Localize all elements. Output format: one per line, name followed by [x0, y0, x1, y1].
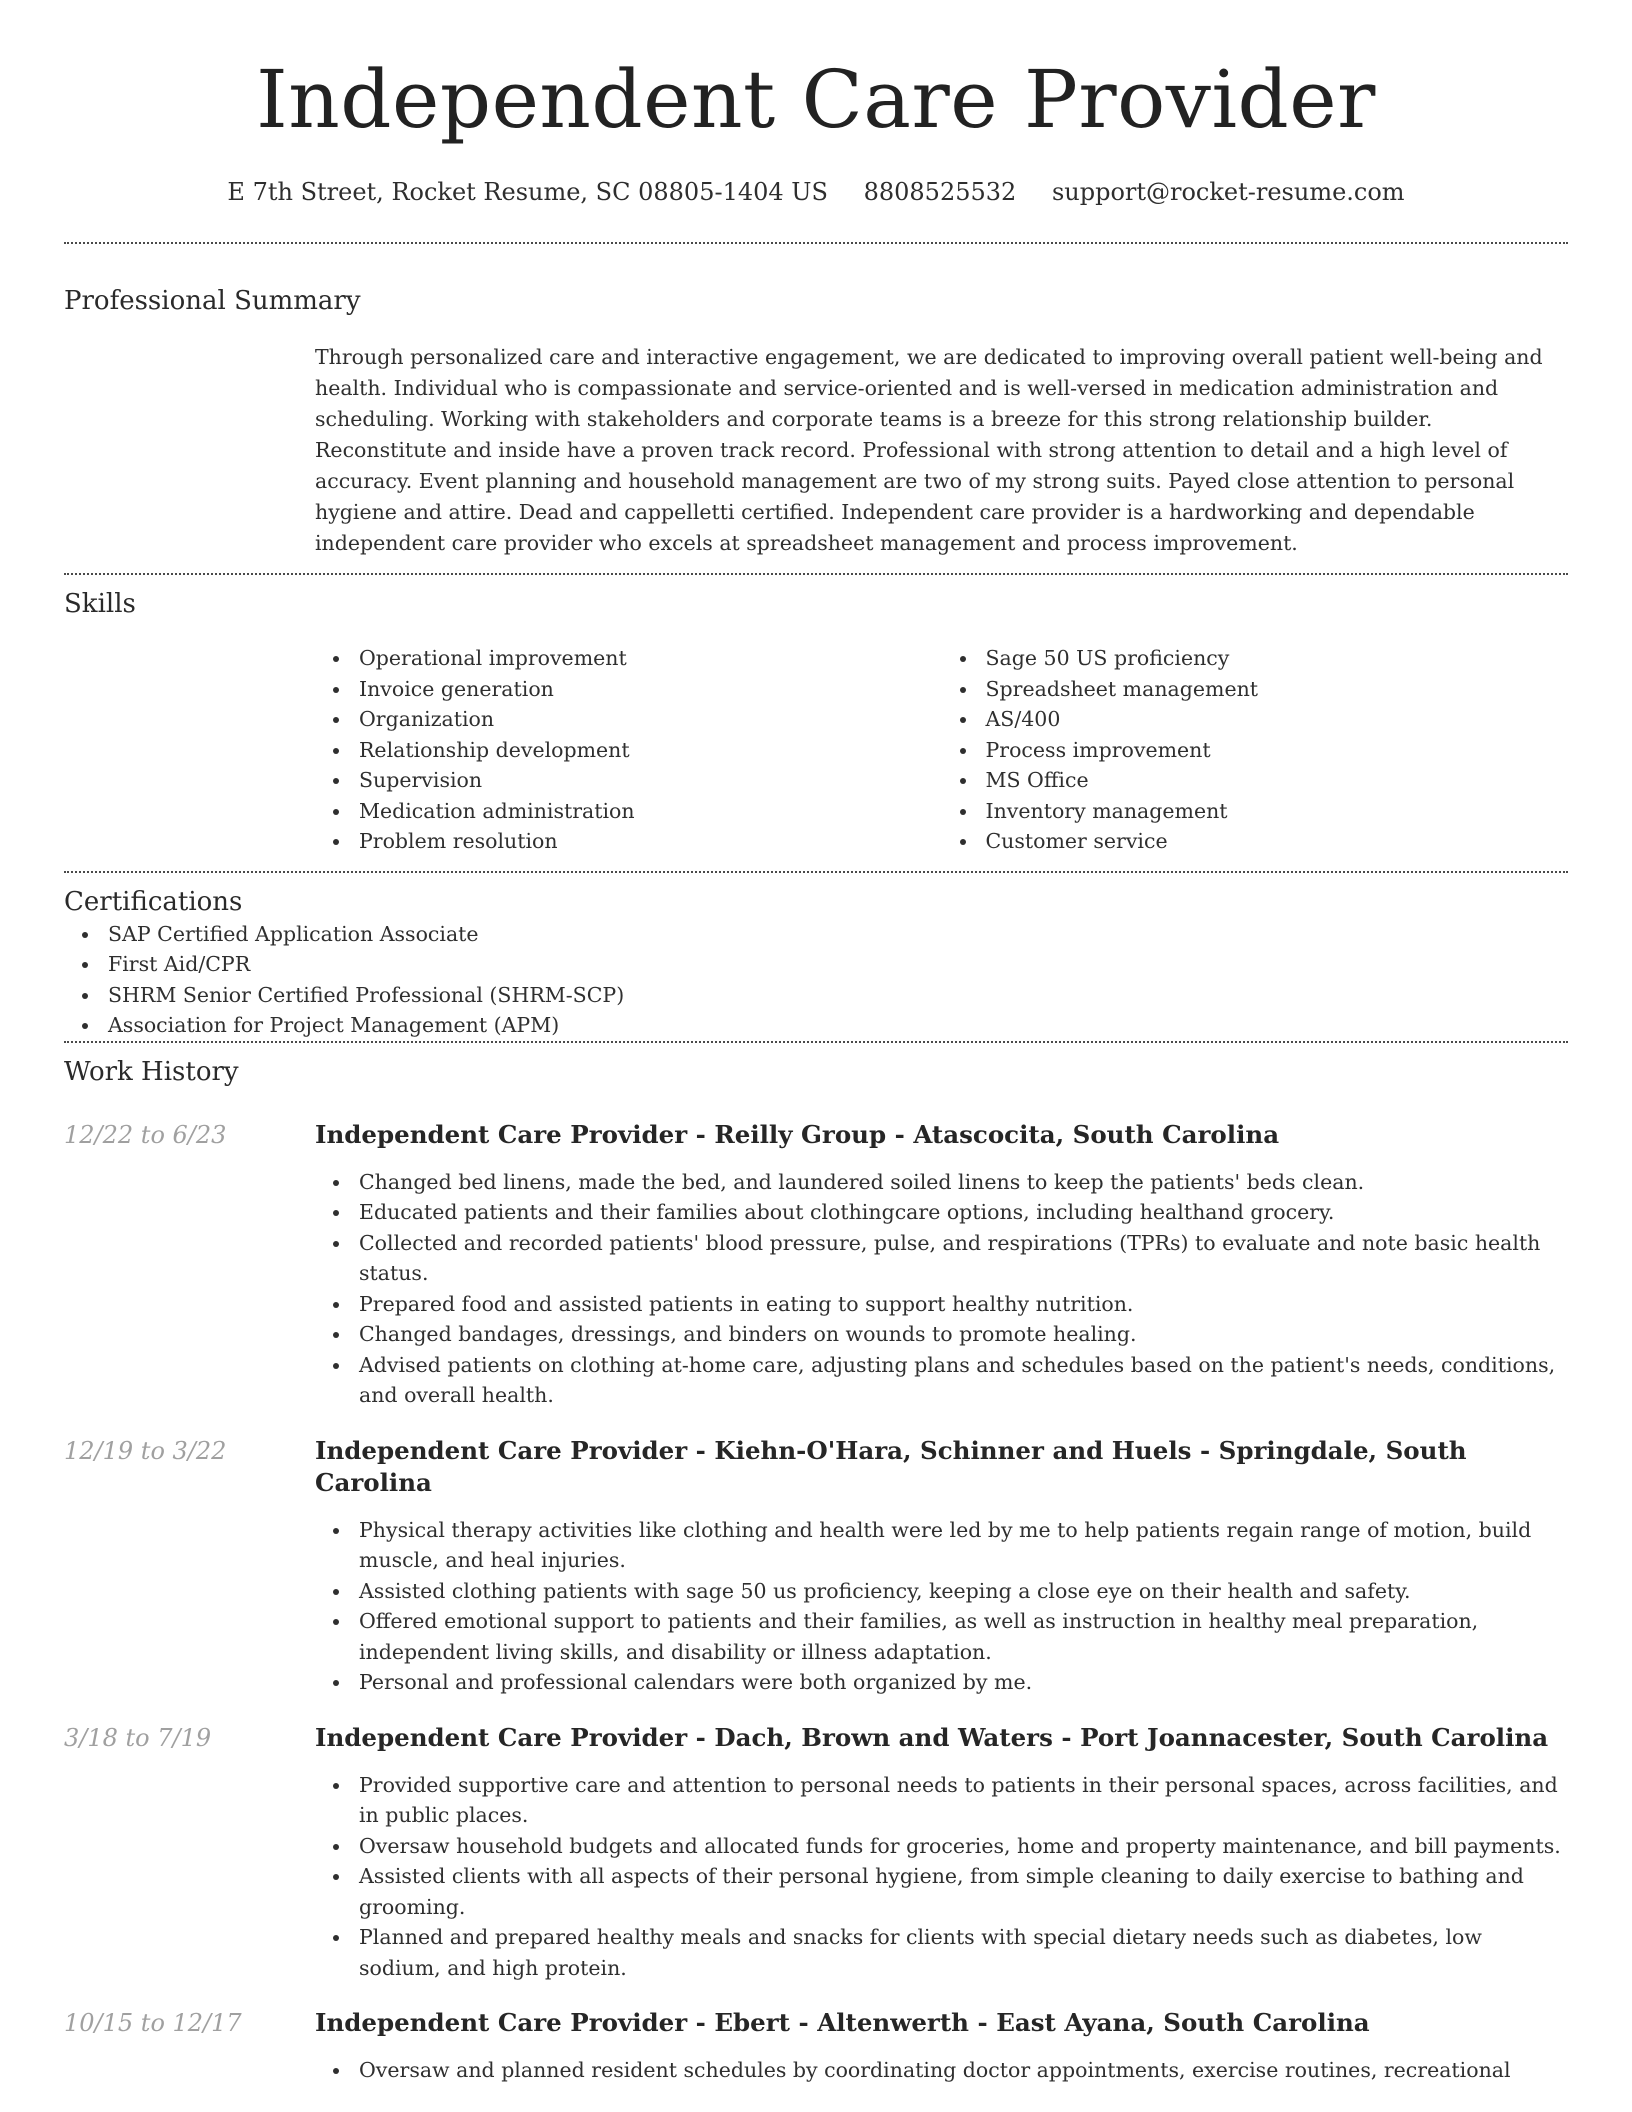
candidate-name: Independent Care Provider: [256, 53, 1376, 146]
contact-phone: 8808525532: [863, 178, 1017, 206]
section-divider: [64, 1041, 1568, 1043]
summary-heading: Professional Summary: [64, 286, 361, 316]
certification-item: First Aid/CPR: [108, 949, 1568, 980]
contact-email: support@rocket-resume.com: [1051, 178, 1405, 206]
skill-item: Organization: [359, 704, 942, 735]
skill-item: Medication administration: [359, 796, 942, 827]
skill-item: Operational improvement: [359, 643, 942, 674]
skills-columns: [315, 643, 1568, 857]
job-duty-item: Provided supportive care and attention to personal needs to patients in their personal spaces, across facilities, and in public places.: [359, 1770, 1568, 1831]
job-duty-item: Oversaw and planned resident schedules by coordinating doctor appointments, exercise routines, recreational: [359, 2055, 1568, 2086]
certifications-section: [64, 885, 1568, 1041]
job-duties: [315, 1770, 1568, 1984]
job-duties: [315, 2055, 1568, 2086]
job-details: [315, 1119, 1568, 1411]
job-duty-item: Collected and recorded patients' blood pressure, pulse, and respirations (TPRs) to evaluate and note basic health status.: [359, 1228, 1568, 1289]
job-duty-item: Planned and prepared healthy meals and snacks for clients with special dietary needs such as diabetes, low sodium, and high protein.: [359, 1922, 1568, 1983]
summary-section: [64, 284, 1568, 559]
job-title: Independent Care Provider - Kiehn-O'Hara, Schinner and Huels - Springdale, South Carolina: [315, 1435, 1467, 1497]
job-details: [315, 1722, 1568, 1984]
job-duty-item: Assisted clothing patients with sage 50 us proficiency, keeping a close eye on their health and safety.: [359, 1576, 1568, 1607]
skill-item: Supervision: [359, 765, 942, 796]
skill-item: Customer service: [986, 826, 1569, 857]
section-divider: [64, 242, 1568, 244]
section-divider: [64, 573, 1568, 575]
certifications-heading: Certifications: [64, 886, 243, 917]
job-duty-item: Oversaw household budgets and allocated funds for groceries, home and property maintenance, and bill payments.: [359, 1831, 1568, 1862]
skill-item: Spreadsheet management: [986, 674, 1569, 705]
skills-list-left: [315, 643, 942, 857]
job-entry: [64, 1119, 1568, 1411]
contact-address: E 7th Street, Rocket Resume, SC 08805-1404 US: [227, 178, 828, 206]
skill-item: Inventory management: [986, 796, 1569, 827]
job-title: Independent Care Provider - Dach, Brown and Waters - Port Joannacester, South Carolina: [315, 1722, 1549, 1752]
job-entry: [64, 2007, 1568, 2086]
skill-item: MS Office: [986, 765, 1569, 796]
certification-item: SHRM Senior Certified Professional (SHRM-SCP): [108, 980, 1568, 1011]
job-duty-item: Changed bandages, dressings, and binders on wounds to promote healing.: [359, 1319, 1568, 1350]
job-entry: [64, 1435, 1568, 1698]
certifications-list: [64, 919, 1568, 1041]
job-dates: 10/15 to 12/17: [64, 2009, 242, 2037]
job-details: [315, 2007, 1568, 2086]
job-duty-item: Advised patients on clothing at-home care, adjusting plans and schedules based on the patient's needs, conditions, and overall health.: [359, 1350, 1568, 1411]
skill-item: Sage 50 US proficiency: [986, 643, 1569, 674]
skill-item: Process improvement: [986, 735, 1569, 766]
job-duty-item: Educated patients and their families about clothingcare options, including healthand grocery.: [359, 1197, 1568, 1228]
skills-heading: Skills: [64, 589, 136, 619]
job-title: Independent Care Provider - Ebert - Altenwerth - East Ayana, South Carolina: [315, 2008, 1370, 2037]
job-details: [315, 1435, 1568, 1698]
work-history-section: [64, 1055, 1568, 2086]
section-divider: [64, 871, 1568, 873]
job-dates: 3/18 to 7/19: [64, 1723, 212, 1752]
skill-item: AS/400: [986, 704, 1569, 735]
job-dates: 12/19 to 3/22: [64, 1436, 227, 1465]
skill-item: Invoice generation: [359, 674, 942, 705]
job-duty-item: Prepared food and assisted patients in eating to support healthy nutrition.: [359, 1289, 1568, 1320]
skill-item: Relationship development: [359, 735, 942, 766]
skills-section: [64, 587, 1568, 857]
job-duty-item: Offered emotional support to patients and their families, as well as instruction in healthy meal preparation, independent living skills, and disability or illness adaptation.: [359, 1606, 1568, 1667]
job-dates: 12/22 to 6/23: [64, 1120, 227, 1149]
certification-item: SAP Certified Application Associate: [108, 919, 1568, 950]
contact-line: [64, 176, 1568, 208]
resume-header: [64, 0, 1568, 208]
job-duties: [315, 1167, 1568, 1411]
job-duties: [315, 1515, 1568, 1698]
summary-text: Through personalized care and interactive engagement, we are dedicated to improving overall patient well-being and health. Individual who is compassionate and service-oriented and is well-versed in medication administration and scheduling. Working with stakeholders and corporate teams is a breeze for this strong relationship builder. Reconstitute and inside have a proven track record. Professional with strong attention to detail and a high level of accuracy. Event planning and household management are two of my strong suits. Payed close attention to personal hygiene and attire. Dead and cappelletti certified. Independent care provider is a hardworking and dependable independent care provider who excels at spreadsheet management and process improvement.: [315, 345, 1543, 555]
job-duty-item: Personal and professional calendars were both organized by me.: [359, 1667, 1568, 1698]
job-entry: [64, 1722, 1568, 1984]
work-history-heading: Work History: [64, 1056, 239, 1087]
job-duty-item: Physical therapy activities like clothing and health were led by me to help patients regain range of motion, build muscle, and heal injuries.: [359, 1515, 1568, 1576]
job-duty-item: Changed bed linens, made the bed, and laundered soiled linens to keep the patients' beds clean.: [359, 1167, 1568, 1198]
skill-item: Problem resolution: [359, 826, 942, 857]
skills-list-right: [942, 643, 1569, 857]
certification-item: Association for Project Management (APM): [108, 1010, 1568, 1041]
job-title: Independent Care Provider - Reilly Group - Atascocita, South Carolina: [315, 1119, 1280, 1149]
job-duty-item: Assisted clients with all aspects of their personal hygiene, from simple cleaning to daily exercise to bathing and grooming.: [359, 1861, 1568, 1922]
